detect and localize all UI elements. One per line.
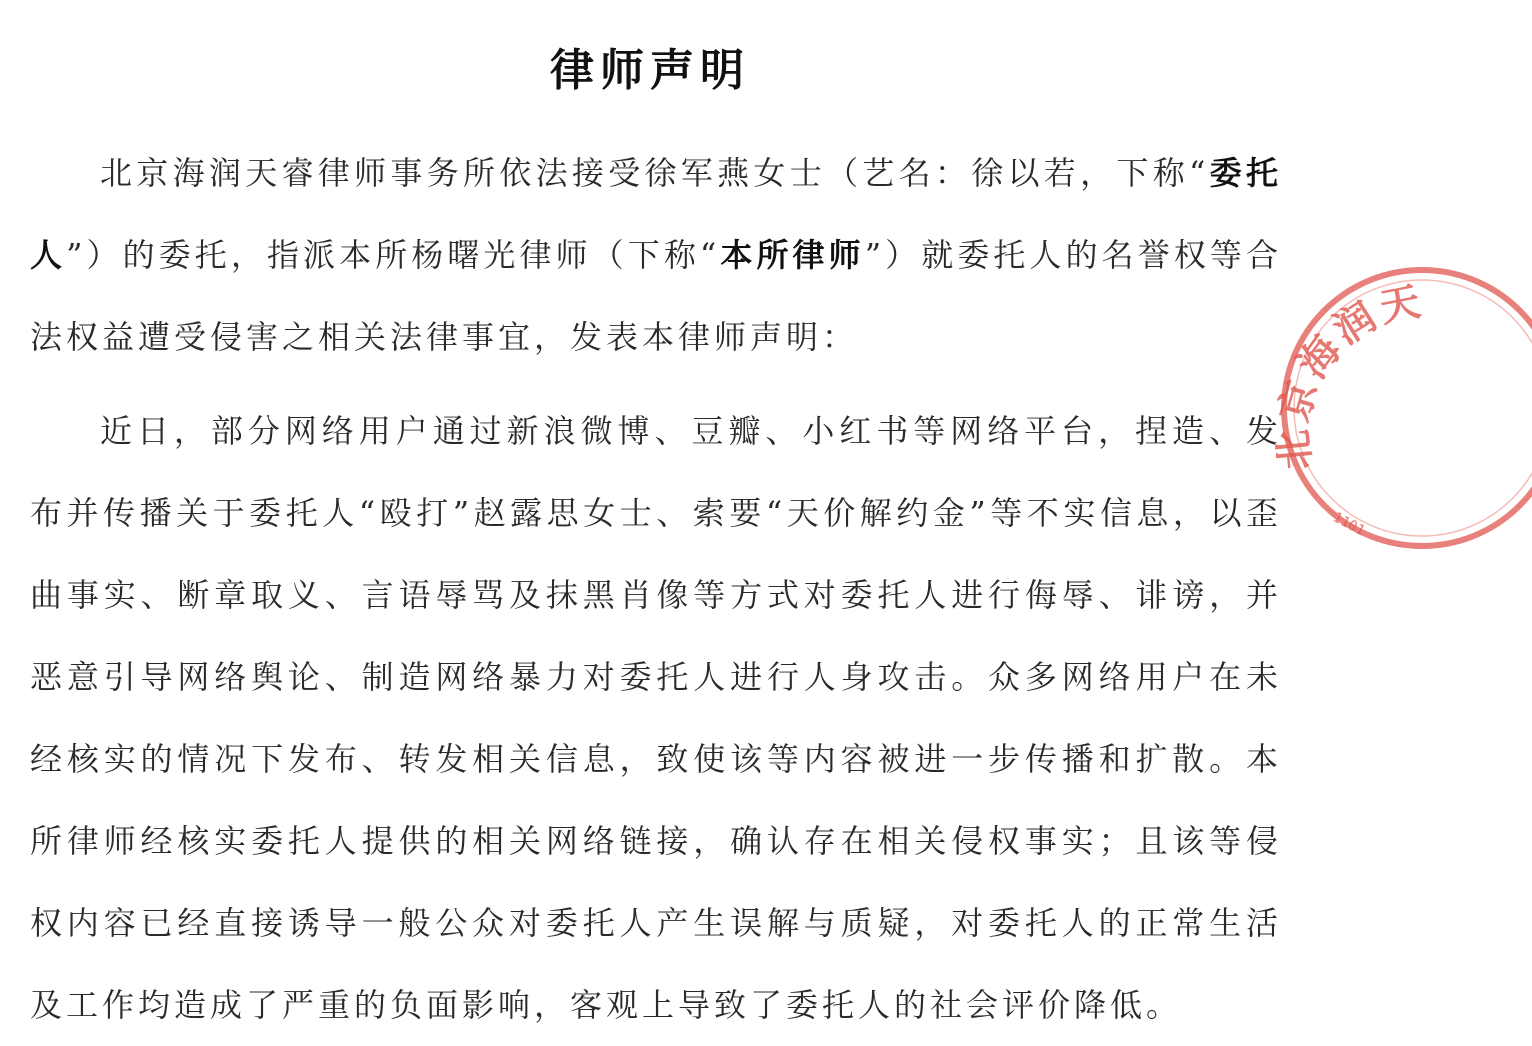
paragraph-intro-text-2: ”）的委托，指派本所杨曙光律师（下称“ <box>66 236 721 274</box>
seal-text <box>1269 277 1428 472</box>
document-body <box>30 132 1282 1046</box>
term-firm-lawyer: 本所律师 <box>720 236 865 274</box>
seal-inner-ring <box>1294 280 1532 536</box>
seal-ring <box>1284 270 1532 546</box>
paragraph-intro-text-1: 北京海润天睿律师事务所依法接受徐军燕女士（艺名：徐以若，下称“ <box>100 154 1210 192</box>
document-title: 律师声明 <box>550 45 750 96</box>
paragraph-facts: 近日，部分网络用户通过新浪微博、豆瓣、小红书等网络平台，捏造、发布并传播关于委托人“殴打”赵露思女士、索要“天价解约金”等不实信息，以歪曲事实、断章取义、言语辱骂及抹黑肖像等方式对委托人进行侮辱、诽谤，并恶意引导网络舆论、制造网络暴力对委托人进行人身攻击。众多网络用户在未经核实的情况下发布、转发相关信息，致使该等内容被进一步传播和扩散。本所律师经核实委托人提供的相关网络链接，确认存在相关侵权事实；且该等侵权内容已经直接诱导一般公众对委托人产生误解与质疑，对委托人的正常生活及工作均造成了严重的负面影响，客观上导致了委托人的社会评价降低。 <box>30 412 1282 1024</box>
term-client: 委托人 <box>30 154 1282 274</box>
law-firm-seal <box>1262 258 1532 558</box>
seal-number: 1101 <box>1330 509 1368 540</box>
paragraph-intro-text-3: ”）就委托人的名誉权等合法权益遭受侵害之相关法律事宜，发表本律师声明： <box>30 236 1282 356</box>
seal-text-path: 北京海润天 <box>1269 277 1428 472</box>
paragraph-intro <box>30 132 1282 378</box>
